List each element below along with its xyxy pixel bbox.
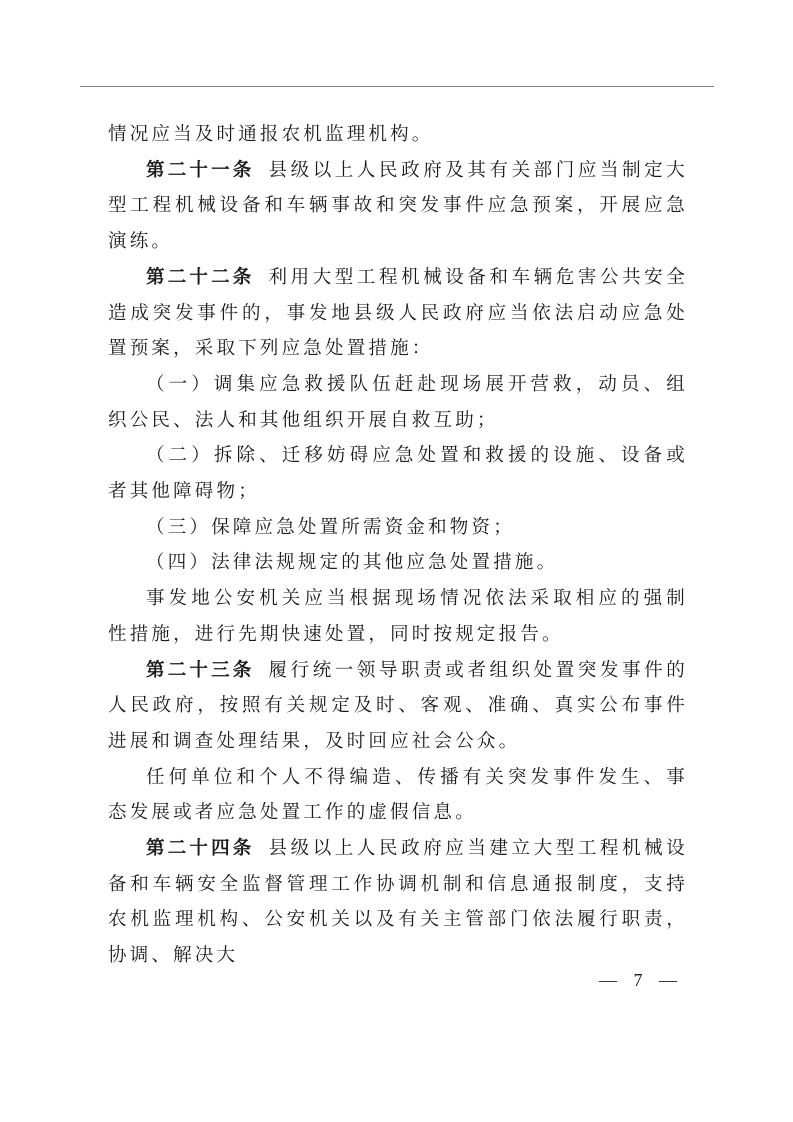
article-24: 第二十四条 县级以上人民政府应当建立大型工程机械设备和车辆安全监督管理工作协调机制和信息通报制度，支持农机监理机构、公安机关以及有关主管部门依法履行职责，协调、解决大 bbox=[108, 838, 688, 967]
article-21: 第二十一条 县级以上人民政府及其有关部门应当制定大型工程机械设备和车辆事故和突发事件应急预案，开展应急演练。 bbox=[108, 159, 688, 253]
article-heading: 第二十四条 bbox=[146, 838, 255, 860]
list-item-3: （三）保障应急处置所需资金和物资； bbox=[146, 516, 515, 538]
article-22: 第二十二条 利用大型工程机械设备和车辆危害公共安全造成突发事件的，事发地县级人民政府应当依法启动应急处置预案，采取下列应急处置措施： bbox=[108, 266, 688, 360]
paragraph-continuation: 情况应当及时通报农机监理机构。 bbox=[108, 124, 434, 145]
article-23: 第二十三条 履行统一领导职责或者组织处置突发事件的人民政府，按照有关规定及时、客观、准确、真实公布事件进展和调查处理结果，及时回应社会公众。 bbox=[108, 659, 688, 752]
article-heading: 第二十二条 bbox=[146, 266, 255, 288]
paragraph-misinformation: 任何单位和个人不得编造、传播有关突发事件发生、事态发展或者应急处置工作的虚假信息。 bbox=[108, 766, 688, 824]
list-item-2: （二）拆除、迁移妨碍应急处置和救援的设施、设备或者其他障碍物； bbox=[108, 445, 688, 503]
page-number: — 7 — bbox=[599, 970, 683, 990]
list-item-1: （一）调集应急救援队伍赶赴现场展开营救，动员、组织公民、法人和其他组织开展自救互助； bbox=[108, 373, 688, 431]
header-rule bbox=[80, 86, 714, 87]
article-heading: 第二十三条 bbox=[146, 659, 255, 681]
paragraph-police: 事发地公安机关应当根据现场情况依法采取相应的强制性措施，进行先期快速处置，同时按规定报告。 bbox=[108, 588, 688, 645]
list-item-4: （四）法律法规规定的其他应急处置措施。 bbox=[146, 552, 559, 574]
document-body bbox=[108, 117, 688, 974]
article-heading: 第二十一条 bbox=[146, 159, 255, 181]
